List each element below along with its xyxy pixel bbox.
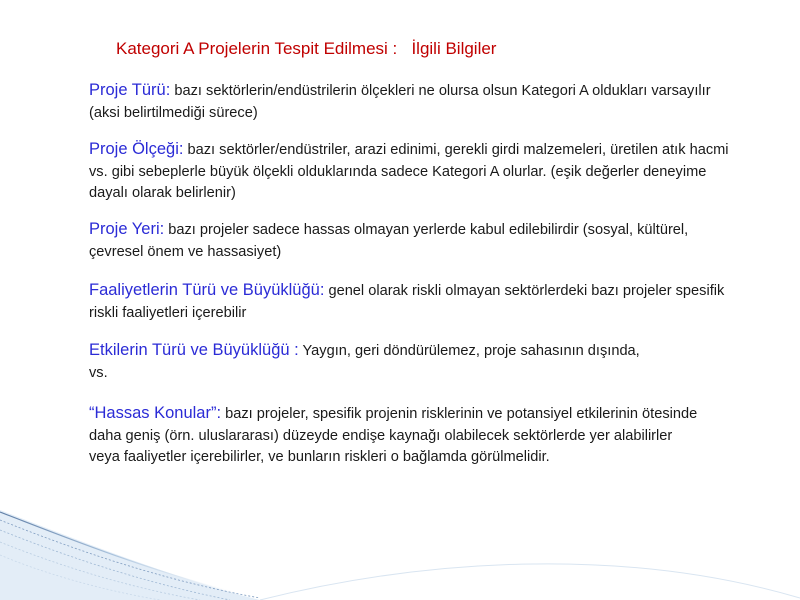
item-proje-yeri: [89, 219, 739, 263]
item-proje-olcegi: [89, 139, 739, 205]
item-faaliyetler: [89, 280, 739, 324]
item-heading: Proje Yeri:: [89, 220, 165, 238]
item-heading: Proje Türü:: [89, 81, 171, 99]
item-etkiler: [89, 340, 649, 384]
item-heading: Etkilerin Türü ve Büyüklüğü :: [89, 341, 299, 359]
item-body: Yaygın, geri döndürülemez, proje sahasının dışında, vs.: [89, 343, 640, 381]
item-body: genel olarak riskli olmayan sektörlerdeki bazı projeler spesifik riskli faaliyetleri içerebilir: [89, 283, 725, 321]
decorative-wave: [0, 490, 800, 600]
item-body: bazı sektörlerin/endüstrilerin ölçekleri ne olursa olsun Kategori A oldukları varsayılır (aksi belirtilmediği sürece): [89, 83, 711, 121]
item-body: bazı projeler, spesifik projenin risklerinin ve potansiyel etkilerinin ötesinde daha geniş (örn. uluslararası) düzeyde endişe kaynağı olabilecek sektörlerde yer alabilirler veya faaliyetler içerebilirler, ve bunların riskleri o bağlamda görülmelidir.: [89, 406, 698, 465]
item-heading: “Hassas Konular”:: [89, 404, 222, 422]
item-proje-turu: [89, 80, 739, 124]
item-heading: Proje Ölçeği:: [89, 140, 184, 158]
item-body: bazı projeler sadece hassas olmayan yerlerde kabul edilebilirdir (sosyal, kültürel, çevresel önem ve hassasiyet): [89, 222, 689, 260]
item-body: bazı sektörler/endüstriler, arazi edinimi, gerekli girdi malzemeleri, üretilen atık hacmi vs. gibi sebeplerle büyük ölçekli olduklarında sadece Kategori A olurlar. (eşik değerler deneyime dayalı olarak belirlenir): [89, 142, 729, 201]
item-heading: Faaliyetlerin Türü ve Büyüklüğü:: [89, 281, 325, 299]
item-hassas-konular: [89, 403, 699, 469]
slide-title: Kategori A Projelerin Tespit Edilmesi : İlgili Bilgiler: [116, 39, 497, 58]
